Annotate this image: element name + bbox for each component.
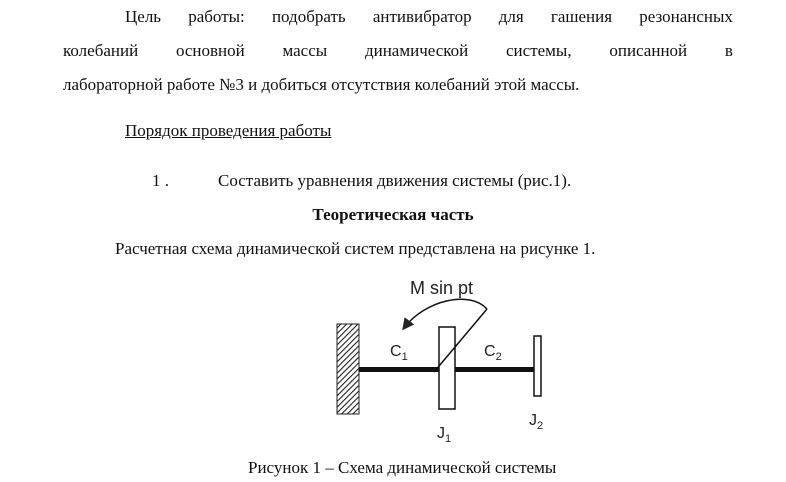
word: динамической [364,41,469,60]
disk-j1 [439,327,455,409]
intro-sentence: Расчетная схема динамической систем представлена на рисунке 1. [115,239,596,258]
spring-c1-label: $C_1$ [390,343,408,363]
figure-caption: Рисунок 1 – Схема динамической системы [248,458,557,477]
word: системы, [506,41,572,60]
word: массы [282,41,328,60]
word: Цель [125,7,162,26]
spring-c2-shaft [455,367,534,372]
step-number: 1 . [152,171,169,190]
word: описанной [609,41,688,60]
word: подобрать [271,7,346,26]
moment-label: M sin pt [410,278,474,298]
word: работы: [188,7,245,26]
word: резонансных [639,7,733,26]
disk-j2 [534,336,541,396]
disk-j1-label: $J_1$ [437,425,452,445]
word: в [724,41,733,60]
dynamic-system-diagram [330,272,560,452]
spring-c2-label: $C_2$ [484,343,502,363]
fixed-wall [337,324,359,414]
spring-c1-shaft [359,367,439,372]
word: антивибратор [372,7,472,26]
word: колебаний [63,41,139,60]
step-text: Составить уравнения движения системы (рис.1). [218,171,572,190]
paragraph-line-3: лабораторной работе №3 и добиться отсутствия колебаний этой массы. [63,75,580,94]
disk-j2-label: $J_2$ [529,412,544,432]
section-heading: Порядок проведения работы [125,121,332,140]
word: гашения [550,7,613,26]
paragraph-line-2 [63,41,733,61]
word: основной [175,41,245,60]
word: для [498,7,524,26]
theory-heading: Теоретическая часть [312,205,474,224]
paragraph-line-1 [125,7,733,27]
